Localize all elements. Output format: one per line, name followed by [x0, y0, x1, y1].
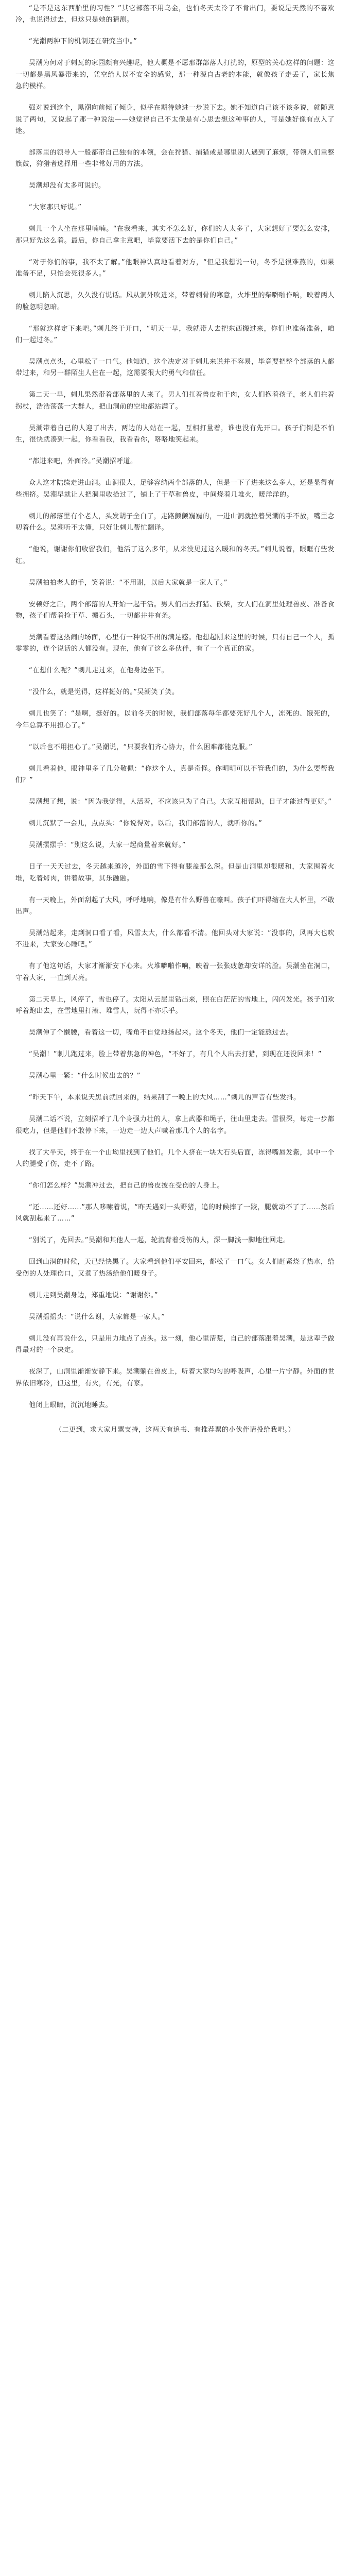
paragraph: 吴潮摆摆手：“别这么说，大家一起商量着来就好。”: [29, 841, 186, 850]
paragraph: 第二天一早，刺儿果然带着部落里的人来了。男人们扛着兽皮和干肉，女人们抱着孩子，老人们拄着拐杖，浩浩荡荡一大群人，把山洞前的空地都站满了。: [15, 391, 335, 411]
paragraph: “光潮两种下的机制还在研究当中。”: [29, 38, 137, 46]
paragraph: “大家那只好说。”: [29, 204, 82, 212]
paragraph: 刺儿的部落里有个老人，头发胡子全白了，走路颤颤巍巍的，一进山洞就拉着吴潮的手不放，嘴里念叨着什么。吴潮听不太懂，只好让刺儿帮忙翻译。: [15, 512, 335, 532]
paragraph: 吴潮伸了个懒腰，看着这一切，嘴角不自觉地扬起来。这个冬天，他们一定能熬过去。: [29, 1029, 293, 1037]
paragraph: “那就这样定下来吧。”刺儿终于开口，“明天一早，我就带人去把东西搬过来，你们也准备准备，咱们一起过冬。”: [15, 325, 335, 345]
paragraph: 刺儿没有再说什么，只是用力地点了点头。这一刻，他心里清楚，自己的部落跟着吴潮，是这辈子做得最对的一个决定。: [15, 1334, 335, 1354]
paragraph: 吴潮二话不说，立刻招呼了几个身强力壮的人，拿上武器和绳子，往山里走去。雪很深，每走一步都很吃力，但是他们不敢停下来，一边走一边大声喊着那几个人的名字。: [15, 1115, 335, 1135]
paragraph: 吴潮拍拍老人的手，笑着说：“不用谢，以后大家就是一家人了。”: [29, 579, 227, 587]
paragraph: “吴潮！”刺儿跑过来，脸上带着焦急的神色，“不好了，有几个人出去打猎，到现在还没回来！”: [29, 1050, 322, 1059]
paragraph: 吴潮心里一紧：“什么时候出去的？”: [29, 1072, 141, 1080]
paragraph: 吴潮想了想，说：“因为我觉得，人活着，不应该只为了自己。大家互相帮助，日子才能过得更好。”: [29, 798, 332, 806]
paragraph: 第二天早上，风停了，雪也停了。太阳从云层里钻出来，照在白茫茫的雪地上，闪闪发光。孩子们欢呼着跑出去，在雪地里打滚、堆雪人，玩得不亦乐乎。: [15, 995, 335, 1015]
paragraph: 吴潮摇摇头：“说什么谢，大家都是一家人。”: [29, 1313, 165, 1321]
paragraph: 部落里的领导人一般都带自己独有的本领，会在狩猎、捕猎或是哪里别人遇到了麻烦，带领人们重整旗鼓，狩猎者选择用一些非常好用的方法。: [15, 149, 335, 168]
paragraph: 夜深了，山洞里渐渐安静下来。吴潮躺在兽皮上，听着大家均匀的呼吸声，心里一片宁静。外面的世界依旧寒冷，但这里，有火，有光，有家。: [15, 1368, 335, 1387]
paragraph: 有一天晚上，外面刮起了大风，呼呼地响，像是有什么野兽在嚎叫。孩子们吓得缩在大人怀里，不敢出声。: [15, 896, 335, 916]
paragraph: 刺儿一个人坐在那里喃喃。“在我看来，其实不怎么好，你们的人太多了，大家想好了要怎么安排，那只好先这么着。最后，你自己拿主意吧，毕竟要活下去的是你们自己。”: [15, 225, 335, 245]
paragraph: “别说了，先回去。”吴潮和其他人一起，轮流背着受伤的人，深一脚浅一脚地往回走。: [29, 1236, 290, 1245]
paragraph: 有了他这句话，大家才渐渐安下心来。火堆噼啪作响，映着一张张疲惫却安详的脸。吴潮坐在洞口，守着大家，一直到天亮。: [15, 962, 335, 982]
paragraph: 吴潮站起来，走到洞口看了看，风雪太大，什么都看不清。他回头对大家说：“没事的，风再大也吹不进来，大家安心睡吧。”: [15, 929, 335, 949]
paragraph: 吴潮带着自己的人迎了出去，两边的人站在一起，互相打量着，谁也没有先开口。孩子们倒是不怕生，很快就凑到一起，你看看我，我看看你，咯咯地笑起来。: [15, 424, 335, 444]
paragraph: “昨天下午，本来说天黑前就回来的，结果刮了一晚上的大风……”刺儿的声音有些发抖。: [29, 1094, 301, 1102]
paragraph: “你们怎么样？”吴潮冲过去，把自己的兽皮披在受伤的人身上。: [29, 1181, 224, 1190]
paragraph: 刺儿也笑了：“是啊，挺好的。以前冬天的时候，我们部落每年都要死好几个人，冻死的、饿死的，今年总算不用担心了。”: [15, 710, 335, 730]
paragraph: 强对说到这个，黑潮向前倾了倾身，似乎在期待她进一步说下去。她不知道自己该不该多说，就随意说了两句，又说起了那一种说法——她觉得自己不太像是有心思去想这种事的人，可是她好像有点入了迷。: [15, 104, 335, 135]
paragraph: “他说，谢谢你们收留我们，他活了这么多年，从来没见过这么暖和的冬天。”刺儿说着，眼眶有些发红。: [15, 546, 335, 565]
paragraph: 回到山洞的时候，天已经快黑了。大家看到他们平安回来，都松了一口气。女人们赶紧烧了热水，给受伤的人处理伤口，又煮了热汤给他们暖身子。: [15, 1258, 335, 1278]
paragraph: “对于你们的事，我不太了解。”他眼神认真地看着对方，“但是我想说一句，冬季是很难熬的，如果准备不足，只怕会死很多人。”: [15, 258, 335, 278]
paragraph: 刺儿沉默了一会儿，点点头：“你说得对。以后，我们部落的人，就听你的。”: [29, 820, 262, 828]
paragraph: 安顿好之后，两个部落的人开始一起干活。男人们出去打猎、砍柴，女人们在洞里处理兽皮、准备食物，孩子们帮着捡干草、搬石头，一切都井井有条。: [15, 600, 335, 620]
paragraph: 吴潮点点头，心里松了一口气。他知道，这个决定对于刺儿来说并不容易，毕竟要把整个部落的人都带过来，和另一群陌生人住在一起，这需要很大的勇气和信任。: [15, 358, 335, 378]
paragraph: 吴潮为何对于刺瓦的家园颇有兴趣呢，他大概是不愿那群部落人打扰的，原型的关心这样的问题：这一切都是黑风暴带来的，凭空给人以不安全的感觉，那一种源自古老的本能，就像孩子走丢了，家长焦急的模样。: [15, 59, 335, 91]
paragraph: “没什么，就是觉得，这样挺好的。”吴潮笑了笑。: [29, 688, 179, 697]
paragraph: “是不是这东西胎里的习性？”其它部落不用乌金，也怕冬天太冷了不肯出门，要说是天然的不喜欢冷，也说得过去，但这只是她的猜测。: [15, 5, 335, 24]
paragraph: 他闭上眼睛，沉沉地睡去。: [29, 1401, 113, 1409]
paragraph: “都进来吧，外面冷。”吴潮招呼道。: [29, 457, 137, 466]
paragraph: 众人这才陆续走进山洞。山洞很大，足够容纳两个部落的人，但是一下子进来这么多人，还是显得有些拥挤。吴潮早就让人把洞里收拾过了，铺上了干草和兽皮，中间烧着几堆火，暖洋洋的。: [15, 479, 335, 499]
paragraph: 刺儿走到吴潮身边，郑重地说：“谢谢你。”: [29, 1291, 158, 1299]
paragraph: “以后也不用担心了。”吴潮说，“只要我们齐心协力，什么困难都能克服。”: [29, 743, 253, 751]
paragraph: 日子一天天过去，冬天越来越冷，外面的雪下得有膝盖那么深。但是山洞里却很暖和，大家围着火堆，吃着烤肉，讲着故事，其乐融融。: [15, 863, 335, 883]
paragraph: 吴潮却没有太多可说的。: [29, 182, 106, 190]
paragraph: 刺儿陷入沉思，久久没有说话。风从洞外吹进来，带着刺骨的寒意，火堆里的柴噼啪作响，映着两人的脸忽明忽暗。: [15, 292, 335, 311]
paragraph: 吴潮看着这热闹的场面，心里有一种说不出的满足感。他想起刚来这里的时候，只有自己一个人，孤零零的，连个说话的人都没有。现在，他有了这么多伙伴，有了一个真正的家。: [15, 633, 335, 653]
paragraph: “还……还好……”那人哆嗦着说，“昨天遇到一头野猪，追的时候摔了一跤，腿就动不了了……然后风就刮起来了……”: [15, 1203, 335, 1223]
paragraph: “在想什么呢？”刺儿走过来，在他身边坐下。: [29, 667, 168, 675]
author-note: （二更到，求大家月票支持，这两天有追书、有推荐票的小伙伴请投给我吧。）: [55, 1426, 295, 1434]
paragraph: 找了大半天，终于在一个山坳里找到了他们。几个人挤在一块大石头后面，冻得嘴唇发紫，其中一个人的腿受了伤，走不了路。: [15, 1148, 335, 1168]
paragraph: 刺儿看着他，眼神里多了几分敬佩：“你这个人，真是奇怪。你明明可以不管我们的，为什么要帮我们？”: [15, 765, 335, 785]
